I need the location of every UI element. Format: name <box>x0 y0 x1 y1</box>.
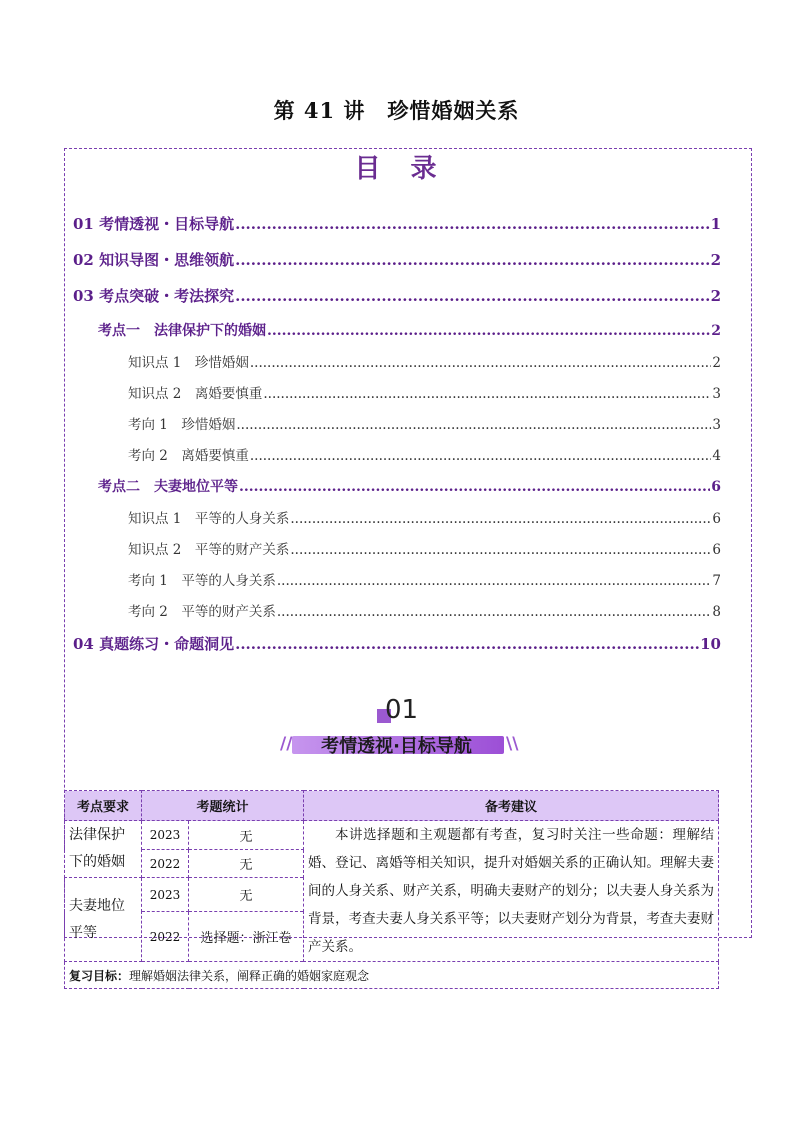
toc-heading: 目 录 <box>354 154 439 184</box>
year-cell: 2022 <box>142 912 189 962</box>
goal-row <box>65 962 719 989</box>
toc-entry[interactable]: 考向 1 珍惜婚姻 ..... 3 <box>128 413 721 433</box>
year-cell: 2023 <box>142 821 189 850</box>
toc-entry[interactable]: 知识点 2 平等的财产关系 ..... 6 <box>128 538 721 558</box>
toc-entry[interactable]: 知识点 1 珍惜婚姻 ..... 2 <box>128 351 721 371</box>
advice-cell: 本讲选择题和主观题都有考查，复习时关注一些命题：理解结婚、登记、离婚等相关知识，提升对婚姻关系的正确认知。理解夫妻间的人身关系、财产关系，明确夫妻财产的划分；以夫妻人身关系为背景，考查夫妻人身关系平等；以夫妻财产划分为背景，考查夫妻财产关系。 <box>304 821 719 962</box>
goal-label: 复习目标： <box>69 968 130 983</box>
topic-cell: 夫妻地位平等 <box>65 878 142 962</box>
type-cell: 无 <box>189 878 304 912</box>
goal-text: 理解婚姻法律关系，阐释正确的婚姻家庭观念 <box>129 968 370 983</box>
document-title: 第 41 讲 珍惜婚姻关系 <box>273 98 520 123</box>
toc-entry[interactable]: 考向 1 平等的人身关系 ..... 7 <box>128 569 721 589</box>
table-row <box>65 821 719 850</box>
toc-entry[interactable]: 考向 2 平等的财产关系 ..... 8 <box>128 600 721 620</box>
type-cell: 无 <box>189 821 304 850</box>
slash-decoration-left: // <box>280 734 293 754</box>
toc-entry[interactable]: 知识点 1 平等的人身关系 ..... 6 <box>128 507 721 527</box>
section-title: 考情透视·目标导航 <box>321 736 472 757</box>
year-cell: 2022 <box>142 850 189 878</box>
toc-entry[interactable]: 考向 2 离婚要慎重 ..... 4 <box>128 444 721 464</box>
toc-entry[interactable]: 03 考点突破・考法探究 ..... 2 <box>73 285 721 306</box>
toc-entry[interactable]: 知识点 2 离婚要慎重 ..... 3 <box>128 382 721 402</box>
topic-cell: 法律保护下的婚姻 <box>65 821 142 878</box>
toc-entry[interactable]: 考点一 法律保护下的婚姻 ..... 2 <box>98 320 721 340</box>
table-header: 备考建议 <box>304 791 719 821</box>
table-header: 考点要求 <box>65 791 142 821</box>
toc-entry[interactable]: 01 考情透视・目标导航 ..... 1 <box>73 213 721 234</box>
table-header-row <box>65 791 719 821</box>
type-cell: 无 <box>189 850 304 878</box>
toc-entry[interactable]: 02 知识导图・思维领航 ..... 2 <box>73 249 721 270</box>
type-cell: 选择题：浙江卷 <box>189 912 304 962</box>
exam-stats-table <box>64 790 719 989</box>
toc-entry[interactable]: 考点二 夫妻地位平等 ..... 6 <box>98 476 721 496</box>
slash-decoration-right: \\ <box>506 734 519 754</box>
year-cell: 2023 <box>142 878 189 912</box>
table-header: 考题统计 <box>142 791 304 821</box>
section-number: 01 <box>385 695 419 725</box>
toc-entry[interactable]: 04 真题练习・命题洞见 ..... 10 <box>73 633 721 654</box>
